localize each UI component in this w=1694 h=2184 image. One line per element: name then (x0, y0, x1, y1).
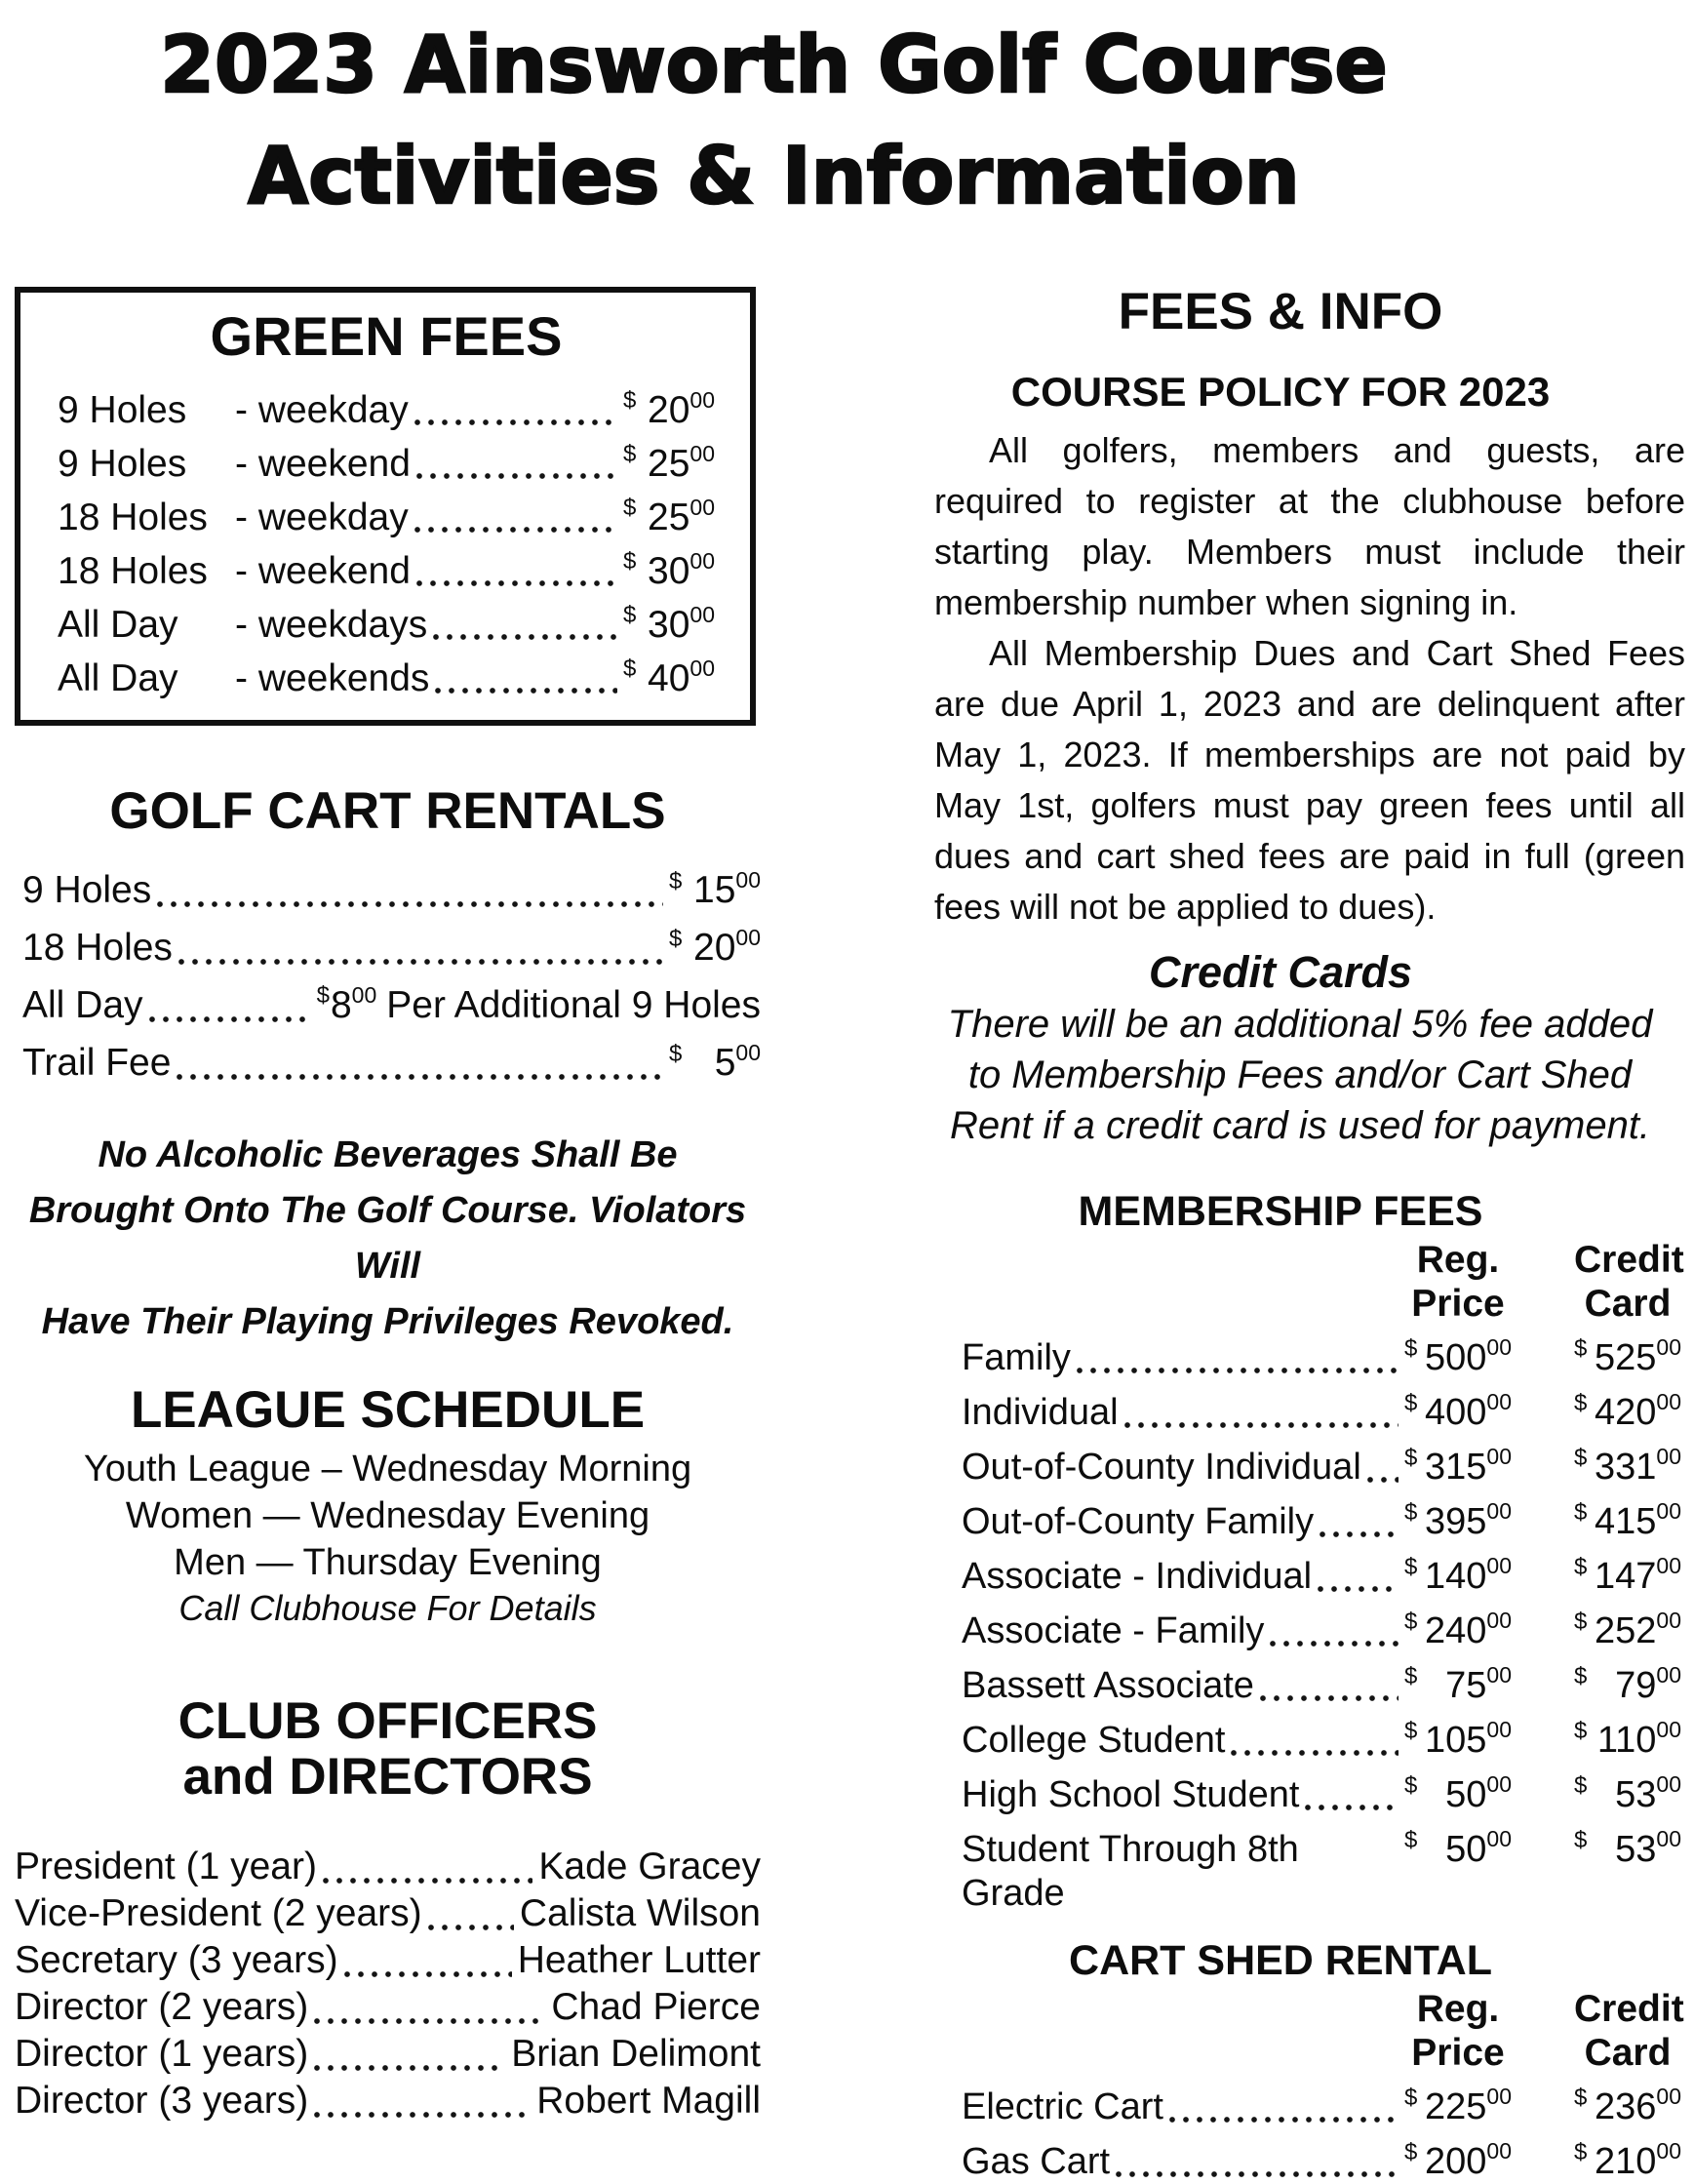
right-column (934, 258, 1685, 2184)
officer-name: Calista Wilson (519, 1892, 761, 1934)
fee-label: 9 Holes (58, 443, 187, 485)
dotted-leader (1169, 2117, 1399, 2123)
fee-desc: - weekend (235, 550, 411, 592)
dotted-leader (314, 2018, 545, 2024)
dotted-leader (1231, 1750, 1399, 1756)
membership-row (934, 1380, 1685, 1435)
price-cents: 00 (735, 867, 761, 893)
reg-price-header-line2: Price (1411, 2032, 1505, 2074)
reg-price (1404, 1326, 1512, 1380)
price-dollars: 105 (1425, 1720, 1487, 1761)
price-cents: 00 (689, 602, 715, 627)
reg-price (1404, 1544, 1512, 1599)
membership-label: Out-of-County Family (962, 1501, 1315, 1542)
currency-symbol: $ (623, 602, 637, 628)
currency-symbol: $ (623, 495, 637, 521)
fee-desc: - weekday (235, 389, 409, 431)
price-cents: 00 (1656, 1498, 1681, 1524)
price-dollars: 5 (714, 1042, 736, 1084)
price-dollars: 20 (648, 389, 690, 431)
price-dollars: 40 (648, 657, 690, 699)
currency-symbol: $ (1404, 2085, 1418, 2111)
price-cents: 00 (735, 925, 761, 950)
currency-symbol: $ (1574, 1772, 1588, 1799)
rental-row (15, 914, 761, 972)
policy-paragraph-2: All Membership Dues and Cart Shed Fees are due April 1, 2023 and are delinquent after May 1, 2023. If memberships are not paid by May 1st, golfers must pay green fees until all dues and cart shed fees are paid in full (green fees will not be applied to dues). (934, 633, 1685, 927)
cart-shed-label: Electric Cart (962, 2086, 1163, 2127)
fees-info-title: FEES & INFO (1118, 283, 1443, 340)
price-cents: 00 (1656, 1334, 1681, 1360)
fee-desc: - weekend (235, 443, 411, 485)
reg-price-header-line1: Reg. (1416, 1239, 1500, 1281)
membership-row (934, 1544, 1685, 1599)
price-cents: 00 (1486, 1608, 1512, 1633)
dotted-leader (1124, 1422, 1399, 1428)
price-cents: 00 (1486, 1389, 1512, 1414)
green-fee-row (58, 486, 715, 539)
fee-label: All Day (58, 604, 178, 646)
currency-symbol: $ (1404, 1608, 1418, 1635)
cart-shed-row (934, 2075, 1685, 2129)
officer-name: Kade Gracey (538, 1846, 761, 1887)
price-dollars: 236 (1595, 2086, 1657, 2127)
membership-label: Associate - Family (962, 1610, 1265, 1651)
green-fees-section (15, 287, 756, 726)
currency-symbol: $ (316, 982, 330, 1009)
fee-price (623, 486, 715, 539)
fee-price (623, 539, 715, 593)
reg-price (1404, 1708, 1512, 1763)
green-fee-row (58, 378, 715, 432)
price-cents: 00 (1486, 1717, 1512, 1742)
currency-symbol: $ (1574, 1608, 1588, 1635)
cart-rentals-section (15, 856, 761, 1087)
credit-cards-note-line1: There will be an additional 5% fee added (947, 1003, 1653, 1046)
dotted-leader (416, 473, 617, 479)
price-dollars: 415 (1595, 1501, 1657, 1542)
price-dollars: 15 (693, 869, 736, 911)
dotted-leader (314, 2112, 531, 2118)
currency-symbol: $ (1574, 1554, 1588, 1580)
currency-symbol: $ (1404, 1499, 1418, 1526)
currency-symbol: $ (1574, 1335, 1588, 1362)
cart-shed-row (934, 2129, 1685, 2184)
officer-row (15, 1890, 761, 1937)
membership-table-header (934, 1238, 1685, 1326)
credit-price (1574, 1489, 1681, 1544)
fee-price (623, 647, 715, 700)
membership-label: College Student (962, 1720, 1226, 1761)
price-cents: 00 (1656, 1444, 1681, 1469)
league-line-women: Women — Wednesday Evening (125, 1495, 650, 1536)
price-dollars: 525 (1595, 1337, 1657, 1378)
price-cents: 00 (351, 982, 377, 1008)
price-dollars: 252 (1595, 1610, 1657, 1651)
price-dollars: 110 (1596, 1720, 1657, 1761)
membership-label: Family (962, 1337, 1071, 1378)
credit-price (1574, 1380, 1681, 1435)
price-dollars: 30 (648, 550, 690, 592)
currency-symbol: $ (1574, 2085, 1588, 2111)
rental-row (15, 1029, 761, 1087)
credit-card-header-line2: Card (1584, 1283, 1672, 1325)
dotted-leader (428, 1925, 514, 1930)
reg-price (1404, 1653, 1512, 1708)
price-cents: 00 (1486, 1498, 1512, 1524)
fee-price (623, 432, 715, 486)
membership-fees-title: MEMBERSHIP FEES (1078, 1188, 1483, 1235)
cart-shed-title: CART SHED RENTAL (1069, 1937, 1492, 1984)
price-dollars: 331 (1595, 1447, 1657, 1488)
price-cents: 00 (1656, 2138, 1681, 2164)
page-title (0, 0, 1694, 232)
cart-shed-label: Gas Cart (962, 2141, 1111, 2182)
price-dollars: 50 (1445, 1774, 1487, 1815)
price-dollars: 30 (648, 604, 690, 646)
price-cents: 00 (1656, 1662, 1681, 1688)
price-dollars: 53 (1615, 1774, 1657, 1815)
membership-row (934, 1817, 1685, 1916)
league-schedule-lines (15, 1446, 761, 1586)
reg-price (1404, 2129, 1512, 2184)
fee-desc: - weekends (235, 657, 430, 699)
credit-price (1574, 1599, 1681, 1653)
credit-price (1574, 1326, 1681, 1380)
price-cents: 00 (1656, 2084, 1681, 2109)
credit-price (1574, 1817, 1681, 1872)
price-cents: 00 (689, 655, 715, 681)
officer-role: Director (1 years) (15, 2033, 309, 2075)
currency-symbol: $ (1404, 1827, 1418, 1853)
currency-symbol: $ (623, 548, 637, 575)
price-dollars: 147 (1595, 1556, 1657, 1597)
price-cents: 00 (1656, 1771, 1681, 1797)
dotted-leader (1367, 1477, 1399, 1483)
credit-price (1574, 1708, 1681, 1763)
fee-label: 18 Holes (58, 496, 208, 538)
officer-row (15, 1844, 761, 1890)
dotted-leader (178, 959, 663, 965)
officer-row (15, 2031, 761, 2078)
fee-price (623, 593, 715, 647)
rental-label: 18 Holes (22, 927, 173, 969)
officer-role: Secretary (3 years) (15, 1939, 338, 1981)
dotted-leader (414, 419, 617, 425)
credit-cards-note (934, 999, 1685, 1151)
price-dollars: 50 (1445, 1829, 1487, 1870)
price-cents: 00 (689, 441, 715, 466)
price-cents: 00 (1486, 1553, 1512, 1578)
membership-row (934, 1326, 1685, 1380)
price-cents: 00 (1486, 1662, 1512, 1688)
reg-price-header (1404, 1238, 1512, 1326)
price-dollars: 400 (1425, 1392, 1487, 1433)
price-cents: 00 (1486, 1826, 1512, 1851)
officer-role: Director (3 years) (15, 2080, 309, 2122)
rental-price (669, 914, 761, 972)
price-cents: 00 (1486, 2138, 1512, 2164)
credit-cards-note-line3: Rent if a credit card is used for payment. (949, 1104, 1651, 1147)
credit-card-header (1574, 1238, 1684, 1326)
price-dollars: 75 (1445, 1665, 1487, 1706)
price-dollars: 500 (1425, 1337, 1487, 1378)
credit-card-header-line2: Card (1584, 2032, 1672, 2074)
league-line-men: Men — Thursday Evening (174, 1542, 602, 1583)
currency-symbol: $ (1574, 1827, 1588, 1853)
alcohol-notice-line1: No Alcoholic Beverages Shall Be (98, 1134, 678, 1175)
dotted-leader (416, 580, 617, 586)
reg-price-header (1404, 1987, 1512, 2075)
credit-card-header (1574, 1987, 1684, 2075)
cart-rentals-title: GOLF CART RENTALS (109, 782, 666, 840)
officers-title-line2: and DIRECTORS (182, 1748, 593, 1806)
officer-row (15, 1984, 761, 2031)
officer-role: Director (2 years) (15, 1986, 309, 2028)
reg-price (1404, 1435, 1512, 1489)
page-title-line2: Activities & Information (248, 131, 1300, 221)
league-line-youth: Youth League – Wednesday Morning (83, 1449, 692, 1489)
page-title-line1: 2023 Ainsworth Golf Course (160, 20, 1388, 110)
credit-card-header-line1: Credit (1574, 1988, 1684, 2030)
membership-label: Bassett Associate (962, 1665, 1254, 1706)
dotted-leader (323, 1878, 532, 1884)
currency-symbol: $ (1574, 2139, 1588, 2165)
dotted-leader (1077, 1368, 1399, 1373)
price-dollars: 315 (1425, 1447, 1487, 1488)
cart-shed-table (934, 2075, 1685, 2184)
green-fees-title: GREEN FEES (210, 305, 563, 367)
officer-role: President (1 year) (15, 1846, 317, 1887)
currency-symbol: $ (1574, 1718, 1588, 1744)
officers-title-line1: CLUB OFFICERS (177, 1692, 598, 1750)
officer-name: Brian Delimont (511, 2033, 761, 2075)
dotted-leader (177, 1074, 663, 1080)
dotted-leader (1260, 1695, 1399, 1701)
dotted-leader (433, 634, 617, 640)
currency-symbol: $ (1574, 1390, 1588, 1416)
dotted-leader (314, 2065, 505, 2071)
alcohol-notice (15, 1128, 761, 1350)
price-dollars: 240 (1425, 1610, 1487, 1651)
reg-price (1404, 1817, 1512, 1872)
officer-role: Vice-President (2 years) (15, 1892, 422, 1934)
currency-symbol: $ (1404, 1718, 1418, 1744)
credit-card-header-line1: Credit (1574, 1239, 1684, 1281)
currency-symbol: $ (1404, 2139, 1418, 2165)
currency-symbol: $ (623, 387, 637, 414)
price-dollars: 25 (648, 496, 690, 538)
officer-row (15, 1937, 761, 1984)
price-dollars: 20 (693, 927, 736, 969)
fee-desc: - weekdays (235, 604, 428, 646)
cart-shed-table-header (934, 1987, 1685, 2075)
policy-paragraph-1: All golfers, members and guests, are required to register at the clubhouse before starting play. Members must include their membership number when signing in. (934, 430, 1685, 622)
credit-cards-title: Credit Cards (1148, 947, 1413, 997)
currency-symbol: $ (1574, 1445, 1588, 1471)
dotted-leader (1270, 1641, 1399, 1647)
price-dollars: 53 (1615, 1829, 1657, 1870)
price-cents: 00 (689, 387, 715, 413)
rental-label: Trail Fee (22, 1042, 172, 1084)
currency-symbol: $ (623, 441, 637, 467)
officers-list (15, 1844, 761, 2124)
price-cents: 00 (1656, 1826, 1681, 1851)
price-cents: 00 (689, 548, 715, 574)
dotted-leader (149, 1016, 311, 1022)
rental-price-suffix: Per Additional 9 Holes (386, 984, 761, 1026)
rental-price (669, 1029, 761, 1087)
price-cents: 00 (1656, 1389, 1681, 1414)
reg-price (1404, 1380, 1512, 1435)
reg-price (1404, 1763, 1512, 1817)
price-cents: 00 (1656, 1608, 1681, 1633)
header-spacer (934, 1238, 1404, 1326)
price-cents: 00 (1486, 2084, 1512, 2109)
green-fee-row (58, 539, 715, 593)
currency-symbol: $ (669, 1041, 683, 1067)
currency-symbol: $ (1574, 1499, 1588, 1526)
price-cents: 00 (1486, 1444, 1512, 1469)
fee-desc: - weekday (235, 496, 409, 538)
credit-cards-note-line2: to Membership Fees and/or Cart Shed (967, 1053, 1633, 1096)
currency-symbol: $ (669, 926, 683, 952)
league-schedule-title: LEAGUE SCHEDULE (130, 1381, 646, 1439)
dotted-leader (435, 688, 617, 694)
credit-price (1574, 1435, 1681, 1489)
membership-table (934, 1326, 1685, 1916)
reg-price (1404, 1599, 1512, 1653)
left-column (15, 258, 761, 2184)
rental-price (669, 856, 761, 914)
price-cents: 00 (689, 495, 715, 520)
fee-label: 18 Holes (58, 550, 208, 592)
price-cents: 00 (1656, 1553, 1681, 1578)
credit-price (1574, 2075, 1681, 2129)
league-note: Call Clubhouse For Details (178, 1588, 597, 1628)
dotted-leader (1318, 1586, 1399, 1592)
reg-price-header-line1: Reg. (1416, 1988, 1500, 2030)
dotted-leader (344, 1971, 512, 1977)
price-dollars: 25 (648, 443, 690, 485)
rental-label: All Day (22, 984, 143, 1026)
header-spacer (934, 1987, 1404, 2075)
credit-price (1574, 1544, 1681, 1599)
membership-row (934, 1435, 1685, 1489)
rental-label: 9 Holes (22, 869, 152, 911)
fee-label: All Day (58, 657, 178, 699)
officer-name: Robert Magill (536, 2080, 761, 2122)
fee-price (623, 378, 715, 432)
membership-label: Student Through 8th Grade (962, 1829, 1299, 1914)
dotted-leader (1320, 1531, 1399, 1537)
currency-symbol: $ (669, 868, 683, 894)
price-dollars: 225 (1425, 2086, 1487, 2127)
price-dollars: 8 (330, 984, 352, 1026)
dotted-leader (414, 527, 617, 533)
price-cents: 00 (735, 1040, 761, 1065)
reg-price-header-line2: Price (1411, 1283, 1505, 1325)
membership-label: Out-of-County Individual (962, 1447, 1361, 1488)
course-policy-title: COURSE POLICY FOR 2023 (1010, 369, 1551, 415)
price-dollars: 200 (1425, 2141, 1487, 2182)
membership-row (934, 1763, 1685, 1817)
price-cents: 00 (1656, 1717, 1681, 1742)
membership-row (934, 1708, 1685, 1763)
membership-label: Individual (962, 1392, 1119, 1433)
rental-price (317, 972, 377, 1029)
rental-row (15, 856, 761, 914)
green-fee-row (58, 432, 715, 486)
dotted-leader (1305, 1805, 1399, 1810)
green-fee-row (58, 593, 715, 647)
dotted-leader (1116, 2171, 1399, 2177)
price-dollars: 395 (1425, 1501, 1487, 1542)
membership-label: High School Student (962, 1774, 1300, 1815)
membership-label: Associate - Individual (962, 1556, 1313, 1597)
currency-symbol: $ (1404, 1554, 1418, 1580)
reg-price (1404, 1489, 1512, 1544)
price-cents: 00 (1486, 1334, 1512, 1360)
credit-price (1574, 1763, 1681, 1817)
price-dollars: 140 (1425, 1556, 1487, 1597)
credit-price (1574, 1653, 1681, 1708)
membership-row (934, 1653, 1685, 1708)
content-columns (0, 258, 1694, 2184)
currency-symbol: $ (1404, 1390, 1418, 1416)
price-dollars: 79 (1615, 1665, 1657, 1706)
currency-symbol: $ (1404, 1772, 1418, 1799)
currency-symbol: $ (1404, 1663, 1418, 1689)
officer-name: Heather Lutter (517, 1939, 761, 1981)
currency-symbol: $ (1574, 1663, 1588, 1689)
currency-symbol: $ (1404, 1335, 1418, 1362)
officers-title (15, 1693, 761, 1805)
officer-name: Chad Pierce (551, 1986, 761, 2028)
reg-price (1404, 2075, 1512, 2129)
price-cents: 00 (1486, 1771, 1512, 1797)
price-dollars: 210 (1595, 2141, 1657, 2182)
green-fee-row (58, 647, 715, 700)
currency-symbol: $ (1404, 1445, 1418, 1471)
alcohol-notice-line3: Have Their Playing Privileges Revoked. (41, 1301, 734, 1342)
rental-row (15, 972, 761, 1029)
dotted-leader (157, 901, 663, 907)
price-dollars: 420 (1595, 1392, 1657, 1433)
membership-row (934, 1599, 1685, 1653)
officer-row (15, 2078, 761, 2124)
fee-label: 9 Holes (58, 389, 187, 431)
alcohol-notice-line2: Brought Onto The Golf Course. Violators Will (28, 1190, 747, 1287)
currency-symbol: $ (623, 655, 637, 682)
membership-row (934, 1489, 1685, 1544)
credit-price (1574, 2129, 1681, 2184)
